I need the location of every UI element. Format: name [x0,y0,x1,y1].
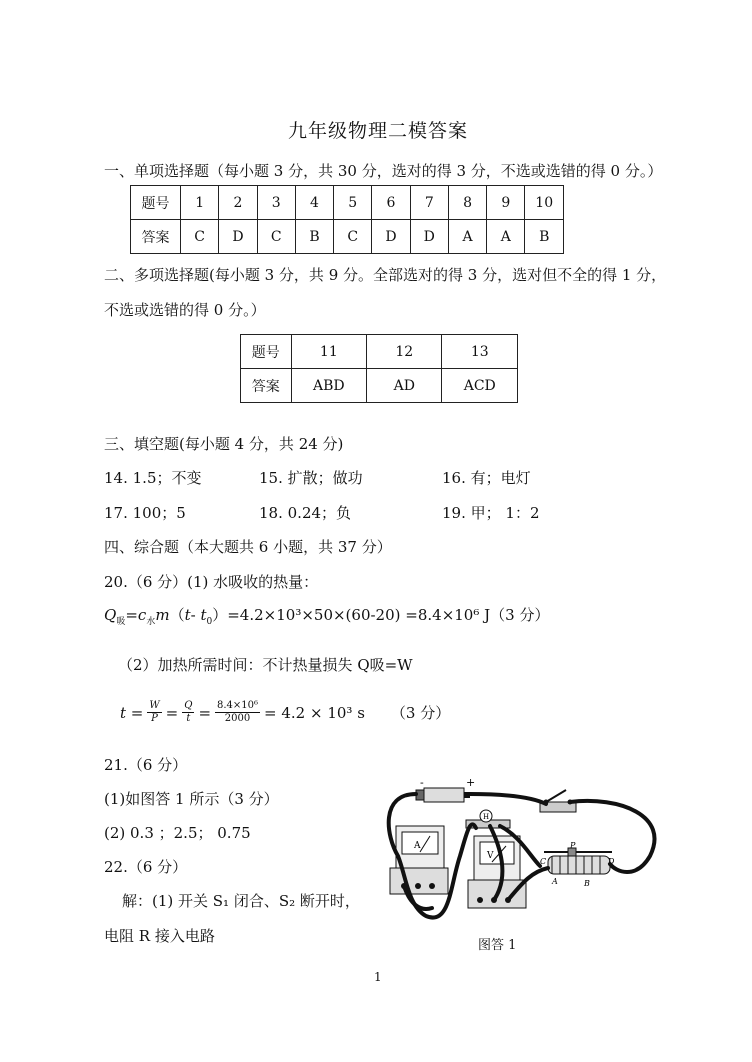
fraction-q-t: $\frac{Q}{t}$ [184,700,193,724]
item-answer: 1.5；不变 [132,469,202,487]
q21-line2: (2) 0.3 ；2.5； 0.75 [104,824,251,842]
row-label-q: 题号 [131,186,181,220]
question-number-cell: 1 [181,186,219,220]
row-label-q: 题号 [241,335,292,369]
multi-choice-table [240,334,518,403]
rheostat-a-label: A [552,877,558,886]
ammeter-label: A [414,841,421,851]
answer-cell: C [181,220,219,254]
page-title: 九年级物理二模答案 [288,120,469,142]
answer-cell: B [525,220,564,254]
rheostat-c-label: C [540,857,547,866]
page-number: 1 [374,970,382,984]
section2-heading-2: 不选或选错的得 0 分。） [104,301,266,319]
item-number: 16. [442,469,466,487]
figure-caption: 图答 1 [478,938,517,953]
question-number-cell: 9 [487,186,525,220]
eq-t: t = [120,703,144,722]
section2-heading-1: 二、多项选择题(每小题 3 分，共 9 分。全部选对的得 3 分，选对但不全的得 1 分， [104,266,667,284]
q21-line1: (1)如图答 1 所示（3 分） [104,790,279,808]
question-number-cell: 6 [372,186,410,220]
answer-cell: D [219,220,257,254]
question-number-cell: 5 [334,186,372,220]
question-number-cell: 11 [291,335,367,369]
voltmeter-label: V [487,851,494,861]
question-number-cell: 12 [367,335,442,369]
question-number-cell: 7 [410,186,448,220]
q20-line2: （2）加热所需时间：不计热量损失 Q吸=W [118,656,413,674]
answer-cell: C [257,220,295,254]
item-answer: 扩散；做功 [287,469,363,487]
answer-item [259,467,363,488]
question-number-cell: 4 [295,186,333,220]
circuit-figure [380,776,680,936]
fraction-values: $\frac{\text{8.4×10⁶}}{2000}$ [217,700,259,724]
q20-equation2: t = $\frac{W}{P}$ = $\frac{Q}{t}$ = $\frac{\text{8.4×10⁶}}{2000}$ = 4.2 × 10³ s （3 分） [120,700,451,724]
question-number-cell: 8 [448,186,486,220]
answer-cell: ACD [442,369,518,403]
row-label-a: 答案 [131,220,181,254]
answer-item [442,502,540,523]
q20-eq1-rest: =4.2×10³×50×(60-20) =8.4×10⁶ J（3 分） [227,606,550,624]
item-number: 17. [104,504,128,522]
item-answer: 有；电灯 [470,469,531,487]
answer-item [104,502,186,523]
section1-heading: 一、单项选择题（每小题 3 分，共 30 分，选对的得 3 分，不选或选错的得 0 分。） [104,162,663,180]
answer-cell: A [487,220,525,254]
fraction-w-p: $\frac{W}{P}$ [149,700,160,724]
q20-line1: 20.（6 分）(1) 水吸收的热量： [104,573,319,591]
answer-item [104,467,202,488]
battery-icon [416,788,470,802]
question-number-cell: 3 [257,186,295,220]
item-answer: 100；5 [132,504,186,522]
item-number: 19. [442,504,466,522]
answer-cell: D [410,220,448,254]
rheostat-b-label: B [584,879,590,888]
q22-heading: 22.（6 分） [104,858,188,876]
eq2-result: = 4.2 × 10³ s [264,703,365,722]
q21-heading: 21.（6 分） [104,756,188,774]
question-number-cell: 10 [525,186,564,220]
answer-cell: ABD [291,369,367,403]
item-answer: 0.24；负 [287,504,352,522]
lamp-label: H [483,813,490,821]
q22-line2: 电阻 R 接入电路 [104,927,215,945]
rheostat-p-label: P [570,841,576,850]
item-number: 15. [259,469,283,487]
answer-item [442,467,531,488]
question-number-cell: 13 [442,335,518,369]
section4-heading: 四、综合题（本大题共 6 小题，共 37 分） [104,538,392,556]
q20-equation1: $Q_吸=c_水m(t-$ $t_0)=4.2\times 10^3\times 50\times(60-20) =8.4\times 10^6$ J（3 分） [104,606,550,627]
section3-heading: 三、填空题(每小题 4 分，共 24 分) [104,435,344,453]
rheostat-d-label: D [608,857,615,866]
item-number: 14. [104,469,128,487]
answer-cell: AD [367,369,442,403]
eq2-score: （3 分） [390,704,451,722]
item-answer: 甲； 1：2 [470,504,540,522]
answer-cell: D [372,220,410,254]
answer-cell: A [448,220,486,254]
row-label-a: 答案 [241,369,292,403]
battery-minus-label: - [420,776,424,789]
rheostat-icon [544,848,612,874]
question-number-cell: 2 [219,186,257,220]
answer-cell: C [334,220,372,254]
answer-cell: B [295,220,333,254]
answer-item [259,502,351,523]
battery-plus-label: + [466,776,476,789]
q22-line1: 解：(1) 开关 S₁ 闭合、S₂ 断开时， [122,892,360,910]
single-choice-table [130,185,564,254]
item-number: 18. [259,504,283,522]
